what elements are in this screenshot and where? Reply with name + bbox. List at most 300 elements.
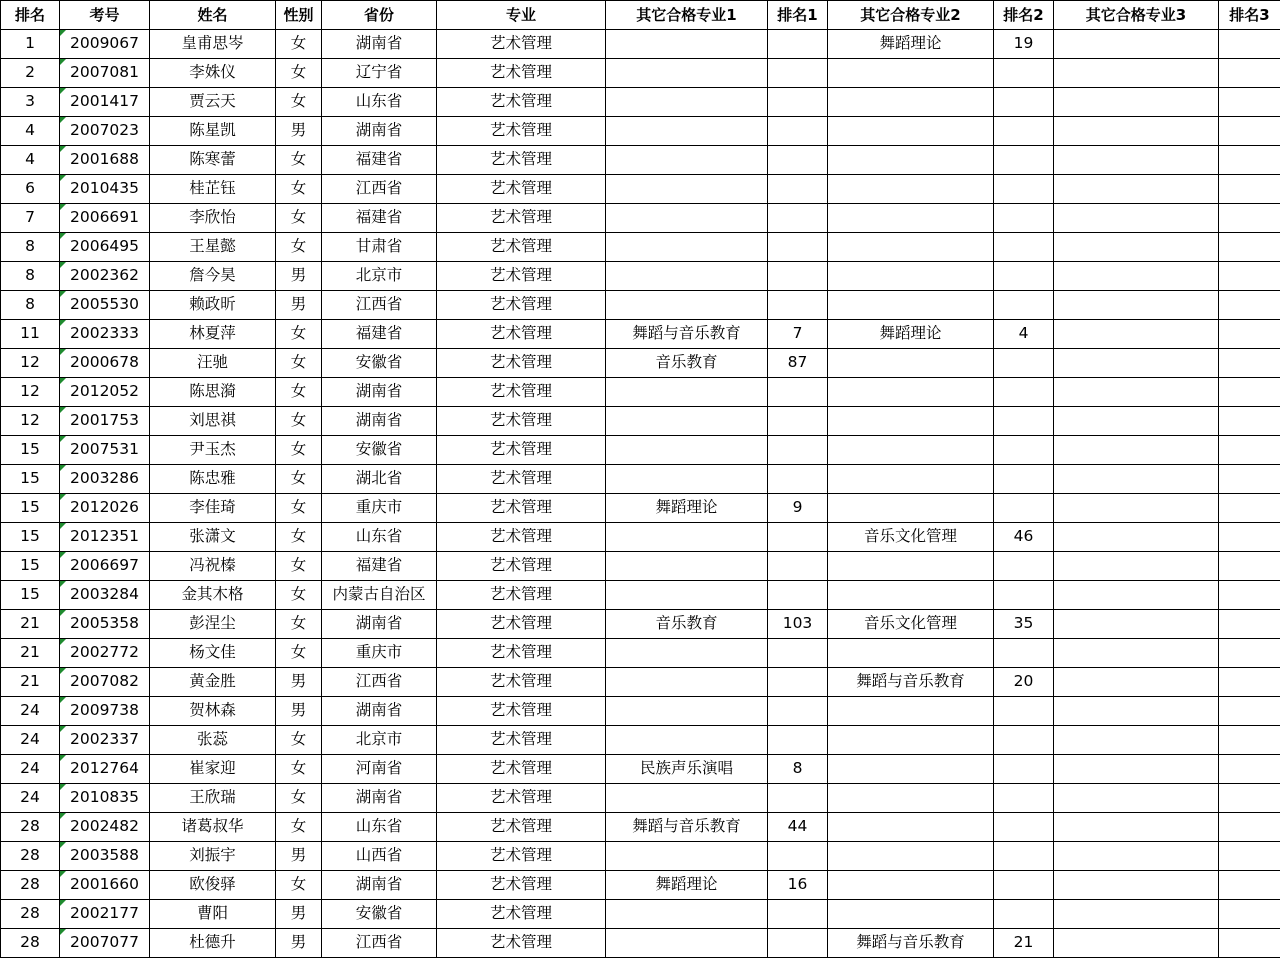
cell-gender[interactable]: 女: [276, 465, 322, 494]
cell-exam-no[interactable]: [60, 523, 150, 552]
cell-other-major-2[interactable]: [828, 900, 994, 929]
cell-rank-2[interactable]: [994, 262, 1054, 291]
cell-rank-1[interactable]: [768, 146, 828, 175]
cell-other-major-2[interactable]: 舞蹈理论: [828, 30, 994, 59]
cell-rank-1[interactable]: [768, 378, 828, 407]
cell-province[interactable]: 福建省: [322, 146, 437, 175]
cell-rank-1[interactable]: 8: [768, 755, 828, 784]
cell-other-major-1[interactable]: [606, 233, 768, 262]
cell-rank-1[interactable]: [768, 407, 828, 436]
cell-other-major-1[interactable]: [606, 30, 768, 59]
cell-province[interactable]: 山西省: [322, 842, 437, 871]
cell-name[interactable]: 崔家迎: [150, 755, 276, 784]
cell-gender[interactable]: 女: [276, 59, 322, 88]
cell-exam-no[interactable]: [60, 784, 150, 813]
cell-name[interactable]: 陈思漪: [150, 378, 276, 407]
cell-major[interactable]: 艺术管理: [437, 523, 606, 552]
cell-major[interactable]: 艺术管理: [437, 784, 606, 813]
cell-other-major-1[interactable]: 音乐教育: [606, 349, 768, 378]
cell-rank[interactable]: 21: [1, 639, 60, 668]
cell-other-major-2[interactable]: [828, 88, 994, 117]
cell-other-major-1[interactable]: 舞蹈与音乐教育: [606, 320, 768, 349]
cell-rank-2[interactable]: [994, 175, 1054, 204]
cell-major[interactable]: 艺术管理: [437, 726, 606, 755]
cell-other-major-1[interactable]: [606, 842, 768, 871]
cell-gender[interactable]: 女: [276, 813, 322, 842]
cell-other-major-3[interactable]: [1054, 378, 1219, 407]
cell-province[interactable]: 福建省: [322, 320, 437, 349]
cell-name[interactable]: 李欣怡: [150, 204, 276, 233]
cell-other-major-1[interactable]: 舞蹈理论: [606, 871, 768, 900]
cell-major[interactable]: 艺术管理: [437, 610, 606, 639]
cell-rank-3[interactable]: [1219, 668, 1280, 697]
cell-other-major-2[interactable]: [828, 697, 994, 726]
cell-major[interactable]: 艺术管理: [437, 465, 606, 494]
cell-province[interactable]: 北京市: [322, 262, 437, 291]
cell-name[interactable]: 冯祝榛: [150, 552, 276, 581]
cell-rank[interactable]: 8: [1, 233, 60, 262]
cell-province[interactable]: 湖南省: [322, 784, 437, 813]
header-rank[interactable]: 排名: [1, 1, 60, 30]
cell-rank-1[interactable]: [768, 552, 828, 581]
cell-rank-1[interactable]: 103: [768, 610, 828, 639]
cell-rank-3[interactable]: [1219, 117, 1280, 146]
cell-rank-3[interactable]: [1219, 291, 1280, 320]
cell-exam-no[interactable]: [60, 581, 150, 610]
cell-province[interactable]: 安徽省: [322, 436, 437, 465]
cell-exam-no[interactable]: [60, 900, 150, 929]
cell-rank-2[interactable]: 46: [994, 523, 1054, 552]
cell-rank-2[interactable]: 20: [994, 668, 1054, 697]
cell-rank[interactable]: 24: [1, 784, 60, 813]
cell-gender[interactable]: 女: [276, 146, 322, 175]
cell-rank[interactable]: 24: [1, 755, 60, 784]
cell-rank-3[interactable]: [1219, 175, 1280, 204]
cell-other-major-2[interactable]: 音乐文化管理: [828, 523, 994, 552]
cell-other-major-3[interactable]: [1054, 610, 1219, 639]
cell-rank[interactable]: 8: [1, 262, 60, 291]
cell-name[interactable]: 王星懿: [150, 233, 276, 262]
cell-rank-1[interactable]: [768, 639, 828, 668]
cell-gender[interactable]: 女: [276, 233, 322, 262]
cell-name[interactable]: 曹阳: [150, 900, 276, 929]
cell-province[interactable]: 福建省: [322, 552, 437, 581]
cell-rank[interactable]: 7: [1, 204, 60, 233]
cell-major[interactable]: 艺术管理: [437, 30, 606, 59]
cell-other-major-3[interactable]: [1054, 233, 1219, 262]
cell-rank-3[interactable]: [1219, 88, 1280, 117]
cell-name[interactable]: 汪驰: [150, 349, 276, 378]
cell-gender[interactable]: 女: [276, 726, 322, 755]
cell-exam-no[interactable]: [60, 697, 150, 726]
cell-major[interactable]: 艺术管理: [437, 59, 606, 88]
cell-name[interactable]: 张潇文: [150, 523, 276, 552]
cell-gender[interactable]: 女: [276, 755, 322, 784]
cell-rank[interactable]: 15: [1, 581, 60, 610]
cell-other-major-2[interactable]: [828, 494, 994, 523]
cell-other-major-2[interactable]: [828, 639, 994, 668]
cell-province[interactable]: 湖南省: [322, 871, 437, 900]
cell-exam-no[interactable]: [60, 465, 150, 494]
cell-rank-3[interactable]: [1219, 465, 1280, 494]
cell-rank-3[interactable]: [1219, 233, 1280, 262]
cell-exam-no[interactable]: [60, 407, 150, 436]
cell-other-major-1[interactable]: [606, 668, 768, 697]
cell-exam-no[interactable]: [60, 639, 150, 668]
cell-exam-no[interactable]: [60, 175, 150, 204]
cell-name[interactable]: 彭涅尘: [150, 610, 276, 639]
cell-major[interactable]: 艺术管理: [437, 233, 606, 262]
cell-gender[interactable]: 女: [276, 88, 322, 117]
cell-name[interactable]: 刘思祺: [150, 407, 276, 436]
cell-name[interactable]: 贺林森: [150, 697, 276, 726]
cell-rank-3[interactable]: [1219, 929, 1280, 958]
cell-gender[interactable]: 男: [276, 842, 322, 871]
cell-gender[interactable]: 女: [276, 581, 322, 610]
cell-other-major-1[interactable]: [606, 175, 768, 204]
cell-other-major-3[interactable]: [1054, 30, 1219, 59]
cell-exam-no[interactable]: [60, 842, 150, 871]
cell-rank-2[interactable]: [994, 581, 1054, 610]
cell-gender[interactable]: 女: [276, 784, 322, 813]
cell-other-major-1[interactable]: [606, 262, 768, 291]
cell-major[interactable]: 艺术管理: [437, 755, 606, 784]
cell-rank[interactable]: 15: [1, 436, 60, 465]
cell-gender[interactable]: 男: [276, 929, 322, 958]
cell-exam-no[interactable]: [60, 204, 150, 233]
cell-rank-3[interactable]: [1219, 784, 1280, 813]
cell-name[interactable]: 黄金胜: [150, 668, 276, 697]
cell-exam-no[interactable]: [60, 233, 150, 262]
cell-gender[interactable]: 男: [276, 668, 322, 697]
cell-province[interactable]: 湖南省: [322, 407, 437, 436]
cell-gender[interactable]: 女: [276, 639, 322, 668]
header-rank-1[interactable]: 排名1: [768, 1, 828, 30]
cell-rank-3[interactable]: [1219, 755, 1280, 784]
cell-major[interactable]: 艺术管理: [437, 349, 606, 378]
cell-other-major-3[interactable]: [1054, 552, 1219, 581]
cell-major[interactable]: 艺术管理: [437, 552, 606, 581]
cell-rank-1[interactable]: [768, 88, 828, 117]
cell-rank-2[interactable]: [994, 349, 1054, 378]
cell-other-major-1[interactable]: [606, 291, 768, 320]
cell-exam-no[interactable]: [60, 88, 150, 117]
cell-exam-no[interactable]: [60, 494, 150, 523]
header-province[interactable]: 省份: [322, 1, 437, 30]
cell-rank[interactable]: 21: [1, 610, 60, 639]
cell-name[interactable]: 陈星凯: [150, 117, 276, 146]
cell-rank[interactable]: 12: [1, 407, 60, 436]
cell-major[interactable]: 艺术管理: [437, 697, 606, 726]
cell-gender[interactable]: 女: [276, 871, 322, 900]
cell-other-major-1[interactable]: [606, 465, 768, 494]
cell-rank-2[interactable]: [994, 204, 1054, 233]
cell-exam-no[interactable]: [60, 59, 150, 88]
cell-rank-2[interactable]: [994, 233, 1054, 262]
cell-major[interactable]: 艺术管理: [437, 842, 606, 871]
cell-province[interactable]: 湖南省: [322, 378, 437, 407]
cell-rank[interactable]: 21: [1, 668, 60, 697]
cell-rank[interactable]: 2: [1, 59, 60, 88]
cell-other-major-3[interactable]: [1054, 291, 1219, 320]
cell-other-major-3[interactable]: [1054, 871, 1219, 900]
cell-rank-2[interactable]: [994, 436, 1054, 465]
cell-gender[interactable]: 男: [276, 291, 322, 320]
cell-name[interactable]: 陈忠雅: [150, 465, 276, 494]
cell-other-major-2[interactable]: [828, 552, 994, 581]
cell-rank-3[interactable]: [1219, 639, 1280, 668]
cell-other-major-2[interactable]: 舞蹈与音乐教育: [828, 668, 994, 697]
cell-other-major-1[interactable]: [606, 552, 768, 581]
header-other-major-2[interactable]: 其它合格专业2: [828, 1, 994, 30]
cell-rank-3[interactable]: [1219, 262, 1280, 291]
cell-gender[interactable]: 女: [276, 378, 322, 407]
cell-exam-no[interactable]: [60, 755, 150, 784]
cell-rank-3[interactable]: [1219, 697, 1280, 726]
cell-name[interactable]: 林夏萍: [150, 320, 276, 349]
cell-rank[interactable]: 28: [1, 871, 60, 900]
cell-rank[interactable]: 24: [1, 726, 60, 755]
cell-name[interactable]: 欧俊驿: [150, 871, 276, 900]
cell-other-major-2[interactable]: [828, 726, 994, 755]
cell-rank-1[interactable]: [768, 436, 828, 465]
cell-rank-1[interactable]: 9: [768, 494, 828, 523]
cell-province[interactable]: 辽宁省: [322, 59, 437, 88]
cell-province[interactable]: 湖北省: [322, 465, 437, 494]
cell-other-major-2[interactable]: [828, 465, 994, 494]
cell-other-major-2[interactable]: [828, 581, 994, 610]
cell-other-major-3[interactable]: [1054, 639, 1219, 668]
cell-rank[interactable]: 12: [1, 378, 60, 407]
cell-name[interactable]: 诸葛叔华: [150, 813, 276, 842]
cell-name[interactable]: 赖政昕: [150, 291, 276, 320]
cell-name[interactable]: 王欣瑞: [150, 784, 276, 813]
cell-rank-2[interactable]: [994, 871, 1054, 900]
cell-exam-no[interactable]: [60, 349, 150, 378]
cell-other-major-2[interactable]: [828, 262, 994, 291]
cell-rank-1[interactable]: [768, 842, 828, 871]
cell-major[interactable]: 艺术管理: [437, 407, 606, 436]
cell-rank-2[interactable]: [994, 291, 1054, 320]
cell-rank-2[interactable]: [994, 813, 1054, 842]
header-rank-2[interactable]: 排名2: [994, 1, 1054, 30]
cell-rank-3[interactable]: [1219, 842, 1280, 871]
cell-rank-2[interactable]: [994, 378, 1054, 407]
cell-other-major-2[interactable]: 音乐文化管理: [828, 610, 994, 639]
cell-other-major-3[interactable]: [1054, 175, 1219, 204]
cell-rank-3[interactable]: [1219, 436, 1280, 465]
cell-province[interactable]: 山东省: [322, 88, 437, 117]
cell-rank-3[interactable]: [1219, 146, 1280, 175]
cell-major[interactable]: 艺术管理: [437, 378, 606, 407]
cell-province[interactable]: 山东省: [322, 523, 437, 552]
cell-province[interactable]: 江西省: [322, 175, 437, 204]
cell-other-major-3[interactable]: [1054, 204, 1219, 233]
cell-other-major-2[interactable]: [828, 784, 994, 813]
cell-gender[interactable]: 男: [276, 697, 322, 726]
header-major[interactable]: 专业: [437, 1, 606, 30]
cell-name[interactable]: 贾云天: [150, 88, 276, 117]
cell-rank-2[interactable]: [994, 146, 1054, 175]
cell-gender[interactable]: 女: [276, 204, 322, 233]
cell-major[interactable]: 艺术管理: [437, 900, 606, 929]
cell-other-major-1[interactable]: [606, 407, 768, 436]
cell-major[interactable]: 艺术管理: [437, 871, 606, 900]
cell-rank-3[interactable]: [1219, 30, 1280, 59]
cell-other-major-3[interactable]: [1054, 668, 1219, 697]
cell-major[interactable]: 艺术管理: [437, 320, 606, 349]
cell-rank-3[interactable]: [1219, 552, 1280, 581]
cell-gender[interactable]: 女: [276, 610, 322, 639]
cell-major[interactable]: 艺术管理: [437, 204, 606, 233]
cell-province[interactable]: 湖南省: [322, 117, 437, 146]
cell-other-major-3[interactable]: [1054, 407, 1219, 436]
cell-other-major-2[interactable]: [828, 233, 994, 262]
cell-other-major-2[interactable]: [828, 117, 994, 146]
cell-rank-2[interactable]: 35: [994, 610, 1054, 639]
cell-other-major-1[interactable]: [606, 88, 768, 117]
cell-major[interactable]: 艺术管理: [437, 581, 606, 610]
cell-gender[interactable]: 女: [276, 523, 322, 552]
cell-rank-1[interactable]: [768, 262, 828, 291]
cell-major[interactable]: 艺术管理: [437, 117, 606, 146]
cell-rank[interactable]: 28: [1, 929, 60, 958]
cell-rank-1[interactable]: [768, 581, 828, 610]
cell-rank[interactable]: 15: [1, 494, 60, 523]
cell-rank-1[interactable]: 44: [768, 813, 828, 842]
cell-other-major-1[interactable]: [606, 697, 768, 726]
cell-name[interactable]: 李姝仪: [150, 59, 276, 88]
cell-rank-1[interactable]: [768, 929, 828, 958]
header-name[interactable]: 姓名: [150, 1, 276, 30]
cell-other-major-3[interactable]: [1054, 349, 1219, 378]
cell-rank-2[interactable]: [994, 697, 1054, 726]
cell-other-major-3[interactable]: [1054, 697, 1219, 726]
cell-rank-1[interactable]: [768, 117, 828, 146]
cell-other-major-3[interactable]: [1054, 117, 1219, 146]
cell-other-major-2[interactable]: [828, 59, 994, 88]
cell-other-major-2[interactable]: [828, 755, 994, 784]
cell-province[interactable]: 北京市: [322, 726, 437, 755]
cell-rank-2[interactable]: [994, 117, 1054, 146]
cell-other-major-2[interactable]: [828, 204, 994, 233]
cell-rank[interactable]: 8: [1, 291, 60, 320]
cell-rank-3[interactable]: [1219, 900, 1280, 929]
cell-exam-no[interactable]: [60, 552, 150, 581]
cell-rank-2[interactable]: [994, 784, 1054, 813]
cell-exam-no[interactable]: [60, 610, 150, 639]
cell-other-major-2[interactable]: [828, 842, 994, 871]
cell-other-major-3[interactable]: [1054, 929, 1219, 958]
cell-name[interactable]: 陈寒蕾: [150, 146, 276, 175]
cell-other-major-1[interactable]: 音乐教育: [606, 610, 768, 639]
cell-rank-1[interactable]: 16: [768, 871, 828, 900]
cell-other-major-1[interactable]: [606, 59, 768, 88]
cell-name[interactable]: 金其木格: [150, 581, 276, 610]
cell-name[interactable]: 杨文佳: [150, 639, 276, 668]
cell-name[interactable]: 尹玉杰: [150, 436, 276, 465]
cell-exam-no[interactable]: [60, 30, 150, 59]
cell-rank-2[interactable]: [994, 494, 1054, 523]
cell-other-major-2[interactable]: [828, 407, 994, 436]
cell-rank-1[interactable]: [768, 668, 828, 697]
cell-rank-1[interactable]: [768, 175, 828, 204]
cell-province[interactable]: 江西省: [322, 929, 437, 958]
cell-other-major-1[interactable]: [606, 204, 768, 233]
cell-province[interactable]: 江西省: [322, 291, 437, 320]
cell-rank[interactable]: 1: [1, 30, 60, 59]
cell-rank-3[interactable]: [1219, 726, 1280, 755]
header-gender[interactable]: 性别: [276, 1, 322, 30]
cell-province[interactable]: 安徽省: [322, 349, 437, 378]
cell-other-major-2[interactable]: 舞蹈理论: [828, 320, 994, 349]
cell-other-major-3[interactable]: [1054, 813, 1219, 842]
cell-province[interactable]: 安徽省: [322, 900, 437, 929]
cell-rank[interactable]: 15: [1, 523, 60, 552]
cell-rank-2[interactable]: [994, 552, 1054, 581]
cell-other-major-1[interactable]: [606, 929, 768, 958]
cell-other-major-3[interactable]: [1054, 146, 1219, 175]
cell-other-major-3[interactable]: [1054, 755, 1219, 784]
cell-other-major-1[interactable]: [606, 639, 768, 668]
cell-rank-2[interactable]: [994, 726, 1054, 755]
cell-major[interactable]: 艺术管理: [437, 436, 606, 465]
cell-province[interactable]: 福建省: [322, 204, 437, 233]
cell-rank-3[interactable]: [1219, 523, 1280, 552]
cell-major[interactable]: 艺术管理: [437, 494, 606, 523]
cell-other-major-1[interactable]: [606, 378, 768, 407]
cell-major[interactable]: 艺术管理: [437, 262, 606, 291]
cell-gender[interactable]: 女: [276, 30, 322, 59]
cell-rank-3[interactable]: [1219, 610, 1280, 639]
cell-other-major-3[interactable]: [1054, 88, 1219, 117]
cell-rank-1[interactable]: [768, 233, 828, 262]
cell-other-major-3[interactable]: [1054, 465, 1219, 494]
cell-rank-2[interactable]: [994, 900, 1054, 929]
cell-province[interactable]: 江西省: [322, 668, 437, 697]
cell-rank[interactable]: 4: [1, 117, 60, 146]
cell-rank-3[interactable]: [1219, 871, 1280, 900]
cell-other-major-3[interactable]: [1054, 320, 1219, 349]
cell-other-major-2[interactable]: [828, 175, 994, 204]
cell-major[interactable]: 艺术管理: [437, 813, 606, 842]
cell-province[interactable]: 湖南省: [322, 610, 437, 639]
cell-name[interactable]: 张蕊: [150, 726, 276, 755]
cell-exam-no[interactable]: [60, 146, 150, 175]
cell-name[interactable]: 皇甫思岑: [150, 30, 276, 59]
cell-exam-no[interactable]: [60, 117, 150, 146]
cell-other-major-2[interactable]: [828, 436, 994, 465]
cell-other-major-1[interactable]: [606, 784, 768, 813]
cell-other-major-1[interactable]: [606, 146, 768, 175]
cell-province[interactable]: 湖南省: [322, 30, 437, 59]
cell-name[interactable]: 詹今昊: [150, 262, 276, 291]
header-rank-3[interactable]: 排名3: [1219, 1, 1280, 30]
cell-other-major-1[interactable]: 舞蹈与音乐教育: [606, 813, 768, 842]
cell-rank-1[interactable]: [768, 697, 828, 726]
cell-rank-2[interactable]: [994, 465, 1054, 494]
cell-exam-no[interactable]: [60, 436, 150, 465]
cell-rank-2[interactable]: [994, 88, 1054, 117]
cell-other-major-2[interactable]: [828, 349, 994, 378]
cell-rank-1[interactable]: [768, 465, 828, 494]
cell-other-major-2[interactable]: [828, 146, 994, 175]
cell-province[interactable]: 河南省: [322, 755, 437, 784]
cell-name[interactable]: 杜德升: [150, 929, 276, 958]
cell-other-major-3[interactable]: [1054, 523, 1219, 552]
cell-other-major-1[interactable]: [606, 726, 768, 755]
cell-rank[interactable]: 12: [1, 349, 60, 378]
